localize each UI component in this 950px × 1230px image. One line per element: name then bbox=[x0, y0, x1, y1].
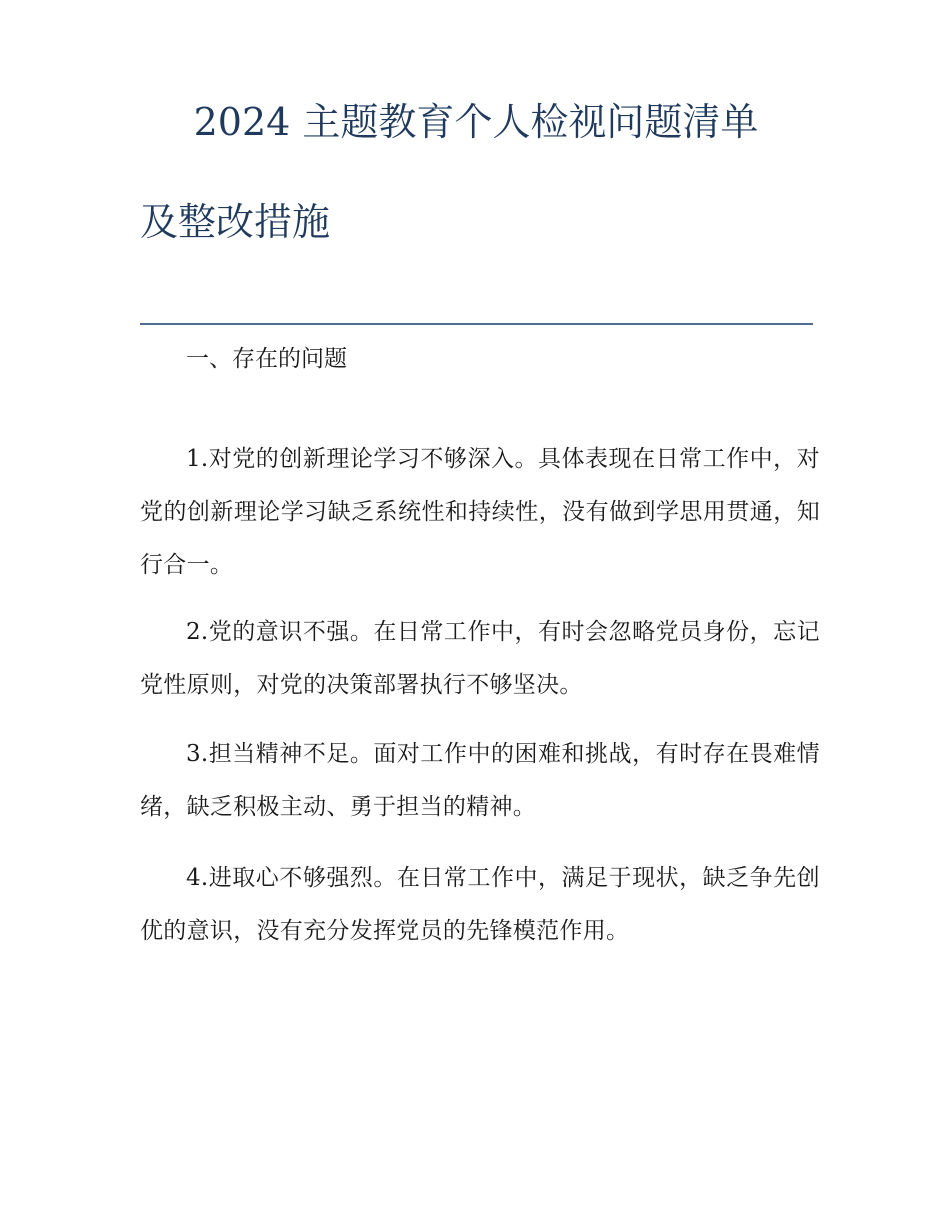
section-heading: 一、存在的问题 bbox=[186, 346, 347, 372]
title-divider bbox=[140, 323, 813, 325]
problem-paragraph-4: 4.进取心不够强烈。在日常工作中，满足于现状，缺乏争先创优的意识，没有充分发挥党员的先锋模范作用。 bbox=[140, 865, 820, 944]
document-title-line-2: 及整改措施 bbox=[140, 200, 331, 244]
problem-paragraph-3: 3.担当精神不足。面对工作中的困难和挑战，有时存在畏难情绪，缺乏积极主动、勇于担当的精神。 bbox=[140, 741, 820, 820]
problem-paragraph-2: 2.党的意识不强。在日常工作中，有时会忽略党员身份，忘记党性原则，对党的决策部署执行不够坚决。 bbox=[140, 619, 820, 698]
problem-paragraph-1: 1.对党的创新理论学习不够深入。具体表现在日常工作中，对党的创新理论学习缺乏系统性和持续性，没有做到学思用贯通，知行合一。 bbox=[140, 446, 820, 578]
document-title-line-1: 2024 主题教育个人检视问题清单 bbox=[193, 100, 759, 144]
